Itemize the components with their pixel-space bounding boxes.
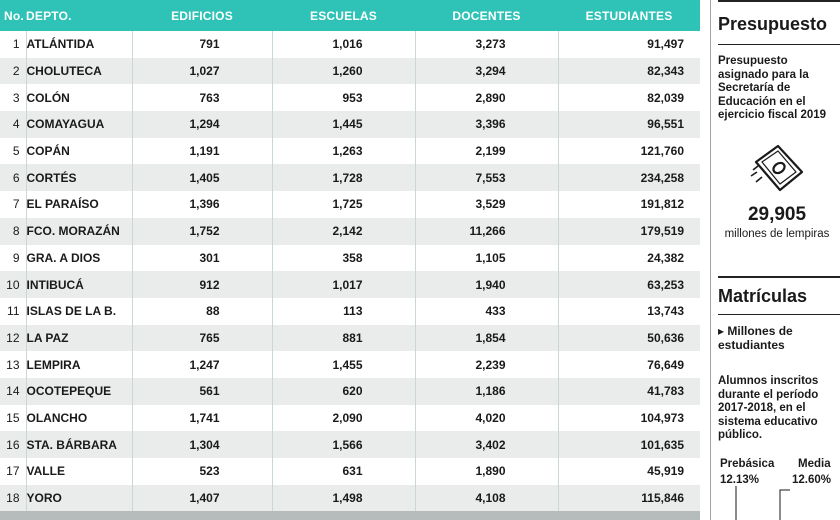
cell-edificios: 1,405 [132,164,272,191]
cell-no: 15 [0,405,26,432]
cell-estudiantes: 96,551 [558,111,700,138]
cell-escuelas: 1,498 [272,485,415,512]
column-divider [710,0,711,520]
section-rule [718,0,840,2]
cell-escuelas: 2,090 [272,405,415,432]
table-row [0,111,700,138]
cell-escuelas: 1,017 [272,271,415,298]
column-header-no: No. [0,0,26,31]
cell-no: 17 [0,458,26,485]
cell-edificios: 912 [132,271,272,298]
cell-escuelas: 1,725 [272,191,415,218]
cell-escuelas: 1,016 [272,31,415,58]
cell-escuelas: 881 [272,325,415,352]
cell-docentes: 11,266 [415,218,558,245]
cell-no: 8 [0,218,26,245]
cell-no: 18 [0,485,26,512]
cell-edificios: 1,407 [132,485,272,512]
table-row [0,405,700,432]
cell-escuelas: 631 [272,458,415,485]
cell-depto: COPÁN [26,138,132,165]
cell-estudiantes: 63,253 [558,271,700,298]
cell-estudiantes: 234,258 [558,164,700,191]
cell-docentes: 2,890 [415,84,558,111]
cell-escuelas: 1,455 [272,351,415,378]
table-row [0,271,700,298]
cell-estudiantes: 41,783 [558,378,700,405]
cell-docentes: 4,020 [415,405,558,432]
cell-escuelas: 620 [272,378,415,405]
cell-edificios: 1,294 [132,111,272,138]
cell-depto: LA PAZ [26,325,132,352]
cell-depto: COMAYAGUA [26,111,132,138]
cell-depto: GRA. A DIOS [26,245,132,272]
cell-docentes: 1,940 [415,271,558,298]
cell-no: 5 [0,138,26,165]
cell-docentes: 3,402 [415,431,558,458]
cell-escuelas: 1,728 [272,164,415,191]
presupuesto-title: Presupuesto [718,14,828,34]
column-header-escuelas: ESCUELAS [272,0,415,31]
matriculas-title: Matrículas [718,286,808,306]
cell-edificios: 561 [132,378,272,405]
table-row [0,325,700,352]
cell-depto: STA. BÁRBARA [26,431,132,458]
table-row [0,138,700,165]
cell-escuelas: 1,445 [272,111,415,138]
level-label-media: Media [798,458,831,470]
cell-depto: EL PARAÍSO [26,191,132,218]
cell-docentes: 3,396 [415,111,558,138]
cell-docentes: 1,854 [415,325,558,352]
level-pct-media: 12.60% [792,474,832,486]
cell-estudiantes: 91,497 [558,31,700,58]
cell-no: 9 [0,245,26,272]
cell-no: 11 [0,298,26,325]
cell-estudiantes: 191,812 [558,191,700,218]
table-total-row [0,511,700,520]
cell-escuelas: 1,566 [272,431,415,458]
cell-estudiantes: 24,382 [558,245,700,272]
presupuesto-unit: millones de lempiras [724,228,830,240]
table-row [0,191,700,218]
cell-depto: INTIBUCÁ [26,271,132,298]
cell-edificios: 1,191 [132,138,272,165]
cell-no: 3 [0,84,26,111]
cell-depto: CHOLUTECA [26,58,132,85]
level-connectors [718,486,840,520]
cell-escuelas: 1,260 [272,58,415,85]
cell-edificios: 1,741 [132,405,272,432]
cell-depto: FCO. MORAZÁN [26,218,132,245]
presupuesto-amount: 29,905 [747,204,807,225]
column-header-edificios: EDIFICIOS [132,0,272,31]
cell-depto: OCOTEPEQUE [26,378,132,405]
table-row [0,485,700,512]
cell-docentes: 4,108 [415,485,558,512]
cell-edificios: 765 [132,325,272,352]
matriculas-subtitle: ▸ Millones de estudiantes [718,324,793,352]
table-row [0,31,700,58]
sidebar [718,0,840,520]
table-row [0,458,700,485]
cell-estudiantes: 50,636 [558,325,700,352]
cell-depto: LEMPIRA [26,351,132,378]
table-row [0,351,700,378]
table-row [0,218,700,245]
cell-estudiantes: 13,743 [558,298,700,325]
cell-estudiantes: 82,343 [558,58,700,85]
table-row [0,58,700,85]
section-rule [718,276,840,278]
cell-no: 12 [0,325,26,352]
cell-edificios: 523 [132,458,272,485]
cell-estudiantes: 45,919 [558,458,700,485]
table-row [0,431,700,458]
cell-no: 13 [0,351,26,378]
cell-edificios: 301 [132,245,272,272]
cell-estudiantes: 115,846 [558,485,700,512]
cell-estudiantes: 101,635 [558,431,700,458]
cell-docentes: 7,553 [415,164,558,191]
cell-estudiantes: 179,519 [558,218,700,245]
presupuesto-description: Presupuesto asignado para la Secretaría de Educación en el ejercicio fiscal 2019 [718,55,827,121]
cell-depto: ATLÁNTIDA [26,31,132,58]
table-body [0,31,700,511]
cell-depto: COLÓN [26,84,132,111]
table-header-row [0,0,700,31]
matriculas-description: Alumnos inscritos durante el período 2017-2018, en el sistema educativo público. [718,375,819,441]
cell-no: 14 [0,378,26,405]
cell-no: 2 [0,58,26,85]
cell-escuelas: 1,263 [272,138,415,165]
table-row [0,298,700,325]
column-header-docentes: DOCENTES [415,0,558,31]
cell-estudiantes: 104,973 [558,405,700,432]
cell-no: 16 [0,431,26,458]
level-pct-prebasica: 12.13% [720,474,760,486]
table-row [0,164,700,191]
cell-escuelas: 358 [272,245,415,272]
cell-docentes: 3,529 [415,191,558,218]
cell-depto: OLANCHO [26,405,132,432]
cell-no: 1 [0,31,26,58]
level-labels [718,458,840,472]
cell-estudiantes: 82,039 [558,84,700,111]
cell-edificios: 1,027 [132,58,272,85]
table-row [0,378,700,405]
cell-estudiantes: 76,649 [558,351,700,378]
cell-edificios: 763 [132,84,272,111]
cell-estudiantes: 121,760 [558,138,700,165]
cell-depto: CORTÉS [26,164,132,191]
cell-no: 7 [0,191,26,218]
cell-edificios: 1,396 [132,191,272,218]
cell-edificios: 1,304 [132,431,272,458]
cell-depto: VALLE [26,458,132,485]
money-icon [748,142,808,194]
cell-edificios: 88 [132,298,272,325]
cell-depto: ISLAS DE LA B. [26,298,132,325]
section-rule [718,44,840,45]
cell-docentes: 1,890 [415,458,558,485]
cell-escuelas: 953 [272,84,415,111]
cell-edificios: 1,752 [132,218,272,245]
table-row [0,84,700,111]
section-rule [718,314,840,315]
cell-depto: YORO [26,485,132,512]
cell-docentes: 1,105 [415,245,558,272]
cell-edificios: 791 [132,31,272,58]
cell-no: 10 [0,271,26,298]
cell-escuelas: 2,142 [272,218,415,245]
cell-docentes: 2,239 [415,351,558,378]
cell-escuelas: 113 [272,298,415,325]
cell-docentes: 2,199 [415,138,558,165]
column-header-estudiantes: ESTUDIANTES [558,0,700,31]
column-header-depto: DEPTO. [26,0,132,31]
cell-docentes: 433 [415,298,558,325]
cell-no: 6 [0,164,26,191]
table-row [0,245,700,272]
cell-docentes: 3,294 [415,58,558,85]
cell-edificios: 1,247 [132,351,272,378]
cell-docentes: 3,273 [415,31,558,58]
cell-docentes: 1,186 [415,378,558,405]
cell-no: 4 [0,111,26,138]
level-label-prebasica: Prebásica [720,458,775,470]
